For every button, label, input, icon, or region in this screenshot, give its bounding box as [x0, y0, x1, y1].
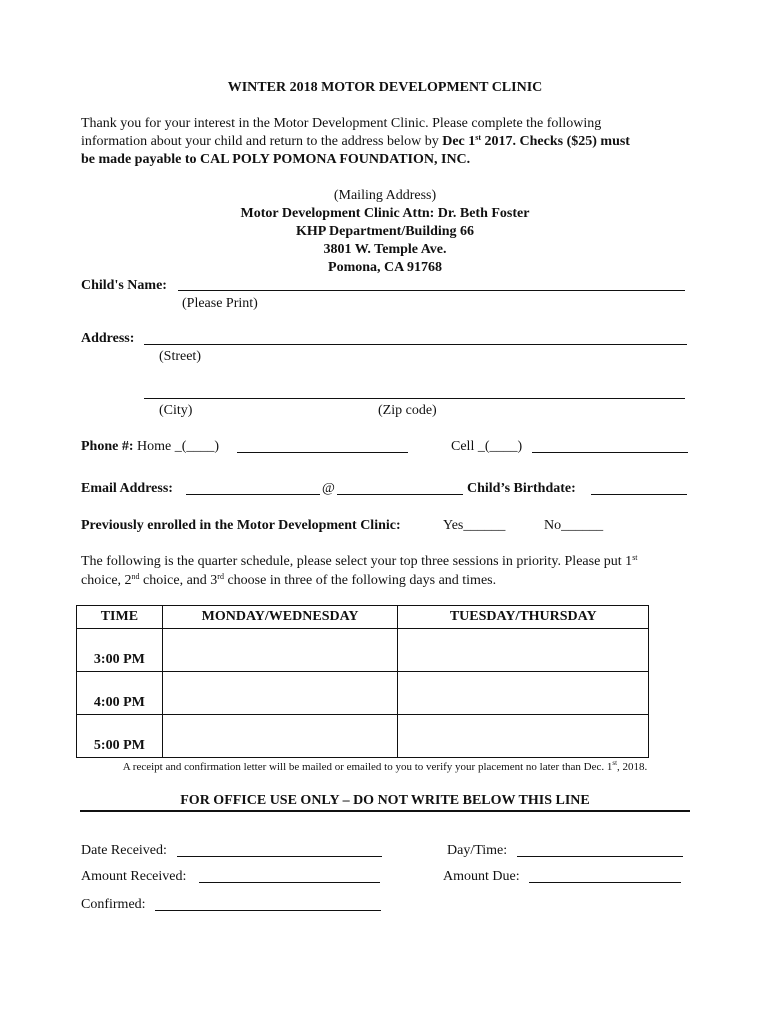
schedule-intro-line-1: The following is the quarter schedule, please select your top three sessions in priority. Please put 1st — [81, 553, 638, 569]
phone-row — [81, 438, 219, 456]
previously-enrolled-label: Previously enrolled in the Motor Development Clinic: — [81, 518, 401, 533]
header-monday-wednesday: MONDAY/WEDNESDAY — [162, 606, 398, 629]
cell-phone-label: Cell _(____) — [451, 439, 523, 454]
child-name-field[interactable] — [178, 290, 685, 291]
tt-choice-cell[interactable] — [398, 629, 649, 672]
schedule-header-row — [77, 606, 649, 629]
mailing-line-3: 3801 W. Temple Ave. — [323, 242, 447, 257]
amount-received-field[interactable] — [199, 882, 380, 883]
tt-choice-cell[interactable] — [398, 672, 649, 715]
intro-line-2 — [81, 133, 630, 151]
schedule-row — [77, 715, 649, 758]
email-domain-field[interactable] — [337, 494, 463, 495]
date-received-field[interactable] — [177, 856, 382, 857]
schedule-intro-line-2: choice, 2nd choice, and 3rd choose in three of the following days and times. — [81, 572, 497, 588]
email-at-sign: @ — [322, 481, 335, 496]
time-cell: 5:00 PM — [77, 715, 163, 758]
phone-label: Phone #: — [81, 439, 134, 454]
zip-hint: (Zip code) — [378, 403, 437, 418]
day-time-label: Day/Time: — [447, 843, 508, 858]
office-use-heading: FOR OFFICE USE ONLY – DO NOT WRITE BELOW THIS LINE — [180, 793, 590, 808]
no-option[interactable]: No______ — [544, 518, 604, 533]
city-hint: (City) — [159, 403, 193, 418]
intro-line-3: be made payable to CAL POLY POMONA FOUNDATION, INC. — [81, 152, 471, 167]
receipt-note: A receipt and confirmation letter will be mailed or emailed to you to verify your placement no later than Dec. 1st, 2018. — [122, 759, 648, 773]
mailing-line-2: KHP Department/Building 66 — [295, 224, 475, 239]
yes-option[interactable]: Yes______ — [443, 518, 506, 533]
time-cell: 4:00 PM — [77, 672, 163, 715]
amount-due-field[interactable] — [529, 882, 681, 883]
document-title: WINTER 2018 MOTOR DEVELOPMENT CLINIC — [227, 80, 543, 95]
schedule-row — [77, 629, 649, 672]
time-cell: 3:00 PM — [77, 629, 163, 672]
intro-line-2-text: information about your child and return to the address below by — [81, 134, 443, 149]
amount-received-label: Amount Received: — [81, 869, 187, 884]
mw-choice-cell[interactable] — [162, 629, 398, 672]
date-received-label: Date Received: — [81, 843, 167, 858]
mailing-label: (Mailing Address) — [333, 188, 437, 203]
child-name-label: Child's Name: — [81, 278, 167, 293]
confirmed-label: Confirmed: — [81, 897, 146, 912]
birthdate-field[interactable] — [591, 494, 687, 495]
mailing-line-1: Motor Development Clinic Attn: Dr. Beth Foster — [240, 206, 530, 221]
home-phone-field[interactable] — [237, 452, 408, 453]
address-label: Address: — [81, 331, 135, 346]
schedule-table — [76, 605, 649, 758]
intro-line-1: Thank you for your interest in the Motor Development Clinic. Please complete the following — [81, 116, 602, 131]
confirmed-field[interactable] — [155, 910, 381, 911]
header-time: TIME — [77, 606, 163, 629]
mw-choice-cell[interactable] — [162, 715, 398, 758]
birthdate-label: Child’s Birthdate: — [467, 481, 576, 496]
deadline-date: Dec 1st 2017. Checks ($25) must — [442, 133, 630, 149]
email-label: Email Address: — [81, 481, 173, 496]
day-time-field[interactable] — [517, 856, 683, 857]
street-hint: (Street) — [159, 349, 201, 364]
city-zip-field[interactable] — [144, 398, 685, 399]
office-divider — [80, 810, 690, 812]
mailing-line-4: Pomona, CA 91768 — [328, 260, 442, 275]
header-tuesday-thursday: TUESDAY/THURSDAY — [398, 606, 649, 629]
schedule-row — [77, 672, 649, 715]
home-phone-label: Home _(____) — [137, 439, 220, 454]
amount-due-label: Amount Due: — [443, 869, 520, 884]
cell-phone-field[interactable] — [532, 452, 688, 453]
street-field[interactable] — [144, 344, 687, 345]
mw-choice-cell[interactable] — [162, 672, 398, 715]
child-name-hint: (Please Print) — [182, 296, 258, 311]
email-user-field[interactable] — [186, 494, 320, 495]
tt-choice-cell[interactable] — [398, 715, 649, 758]
